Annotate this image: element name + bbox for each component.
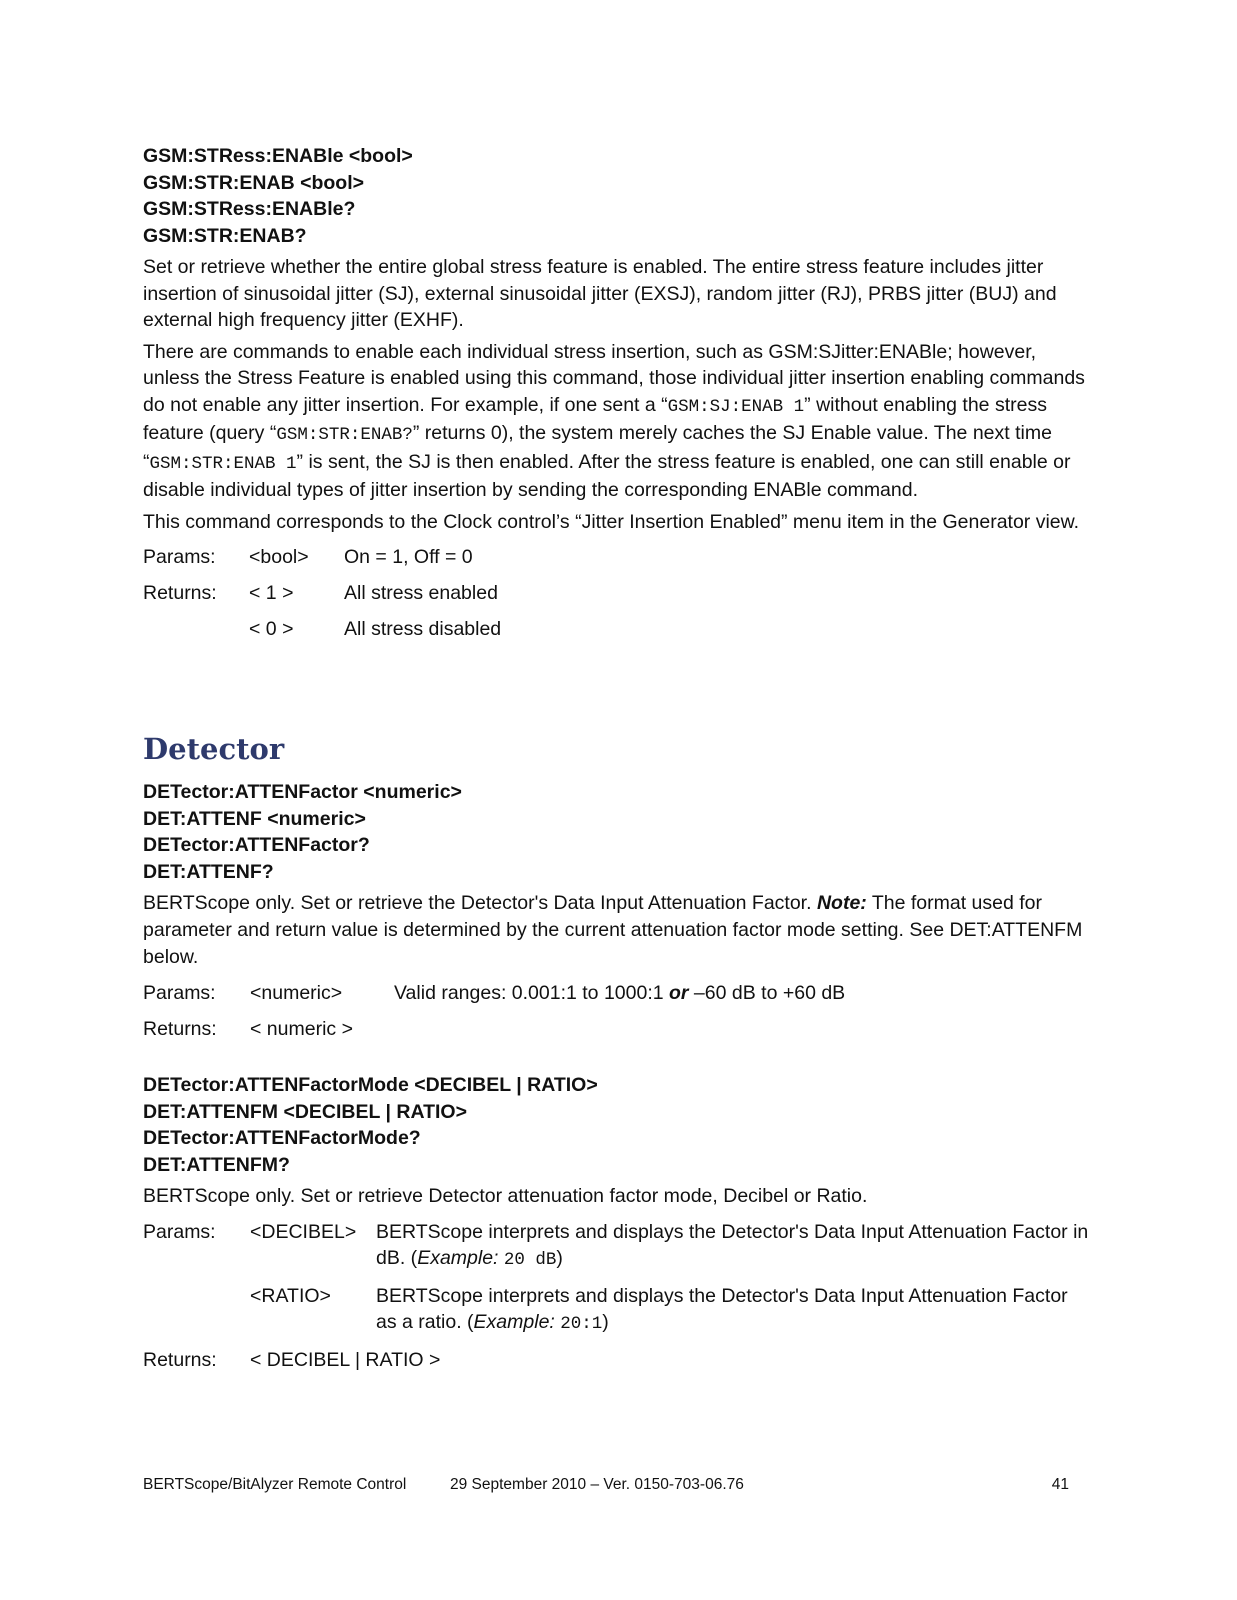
params-desc: On = 1, Off = 0 bbox=[344, 546, 473, 568]
returns-row bbox=[143, 1016, 1093, 1052]
returns-row bbox=[143, 1347, 1093, 1374]
section-heading: Detector bbox=[143, 732, 285, 766]
returns-label: Returns: bbox=[143, 582, 217, 604]
command-syntax: GSM:STRess:ENABle? bbox=[143, 198, 356, 220]
params-row bbox=[143, 1219, 1093, 1274]
returns-label: Returns: bbox=[143, 1348, 217, 1371]
returns-value: < numeric > bbox=[250, 1018, 353, 1040]
note-label: Note: bbox=[816, 892, 867, 914]
params-desc: BERTScope interprets and displays the Detector's Data Input Attenuation Factor as a ratio. (Example: 20:1) bbox=[376, 1284, 1068, 1334]
params-desc: Valid ranges: 0.001:1 to 1000:1 or –60 dB to +60 dB bbox=[394, 982, 846, 1004]
params-table bbox=[143, 980, 1093, 1052]
stress-enable-section bbox=[143, 143, 1093, 652]
code-snippet: 20 dB bbox=[503, 1250, 557, 1270]
command-syntax: GSM:STR:ENAB <bool> bbox=[143, 171, 365, 194]
params-label: Params: bbox=[143, 982, 216, 1004]
returns-value: < DECIBEL | RATIO > bbox=[250, 1348, 441, 1371]
params-row bbox=[143, 1283, 1093, 1338]
returns-desc: All stress enabled bbox=[344, 582, 498, 604]
params-row bbox=[143, 544, 1093, 580]
footer-title: BERTScope/BitAlyzer Remote Control bbox=[143, 1476, 407, 1493]
command-syntax: GSM:STRess:ENABle <bool> bbox=[143, 145, 413, 167]
code-snippet: GSM:STR:ENAB 1 bbox=[149, 453, 297, 474]
params-row bbox=[143, 980, 1093, 1016]
params-value: <bool> bbox=[249, 546, 309, 568]
params-value: <RATIO> bbox=[250, 1284, 331, 1307]
command-syntax: DETector:ATTENFactor <numeric> bbox=[143, 781, 462, 803]
command-syntax: DETector:ATTENFactor? bbox=[143, 834, 370, 856]
returns-value: < 1 > bbox=[249, 582, 294, 604]
params-table bbox=[143, 1219, 1093, 1374]
params-label: Params: bbox=[143, 1220, 216, 1243]
params-label: Params: bbox=[143, 546, 216, 568]
description-paragraph: BERTScope only. Set or retrieve the Detector's Data Input Attenuation Factor. Note: The format used for parameter and return value is determined by the current attenuation factor mode setting. See DET:ATTENFM below. bbox=[143, 892, 1083, 968]
code-snippet: GSM:SJ:ENAB 1 bbox=[667, 396, 805, 417]
description-paragraph: BERTScope only. Set or retrieve Detector attenuation factor mode, Decibel or Ratio. bbox=[143, 1185, 868, 1207]
footer-date: 29 September 2010 – Ver. 0150-703-06.76 bbox=[450, 1476, 744, 1493]
command-syntax: DET:ATTENF <numeric> bbox=[143, 807, 366, 830]
returns-label: Returns: bbox=[143, 1018, 217, 1040]
description-paragraph: This command corresponds to the Clock control’s “Jitter Insertion Enabled” menu item in the Generator view. bbox=[143, 510, 1080, 533]
code-snippet: 20:1 bbox=[560, 1314, 603, 1334]
params-value: <DECIBEL> bbox=[250, 1220, 357, 1243]
code-snippet: GSM:STR:ENAB? bbox=[276, 425, 413, 445]
command-syntax: DET:ATTENFM <DECIBEL | RATIO> bbox=[143, 1100, 467, 1123]
params-desc: BERTScope interprets and displays the Detector's Data Input Attenuation Factor in dB. (Example: 20 dB) bbox=[376, 1220, 1089, 1270]
description-paragraph: There are commands to enable each individual stress insertion, such as GSM:SJitter:ENABle; however, unless the Stress Feature is enabled using this command, those individual jitter insertion enabling commands do not enable any jitter insertion. For example, if one sent a “GSM:SJ:ENAB 1” without enabling the stress feature (query “GSM:STR:ENAB?” returns 0), the system merely caches the SJ Enable value. The next time “GSM:STR:ENAB 1” is sent, the SJ is then enabled. After the stress feature is enabled, one can still enable or disable individual types of jitter insertion by sending the corresponding ENABle command. bbox=[143, 340, 1085, 501]
returns-row bbox=[143, 580, 1093, 616]
params-table bbox=[143, 544, 1093, 652]
attenfactormode-section bbox=[143, 1072, 1093, 1373]
params-value: <numeric> bbox=[250, 982, 343, 1004]
returns-desc: All stress disabled bbox=[344, 618, 502, 640]
returns-row bbox=[143, 616, 1093, 652]
command-syntax: DET:ATTENF? bbox=[143, 860, 274, 883]
returns-value: < 0 > bbox=[249, 618, 294, 640]
command-syntax: DET:ATTENFM? bbox=[143, 1153, 290, 1176]
command-syntax: GSM:STR:ENAB? bbox=[143, 224, 307, 247]
attenfactor-section bbox=[143, 779, 1093, 1052]
description-paragraph: Set or retrieve whether the entire global stress feature is enabled. The entire stress feature includes jitter insertion of sinusoidal jitter (SJ), external sinusoidal jitter (EXSJ), random jitter (RJ), PRBS jitter (BUJ) and external high frequency jitter (EXHF). bbox=[143, 256, 1057, 331]
page-number: 41 bbox=[1051, 1476, 1069, 1493]
command-syntax: DETector:ATTENFactorMode <DECIBEL | RATIO> bbox=[143, 1074, 598, 1096]
command-syntax: DETector:ATTENFactorMode? bbox=[143, 1127, 421, 1149]
